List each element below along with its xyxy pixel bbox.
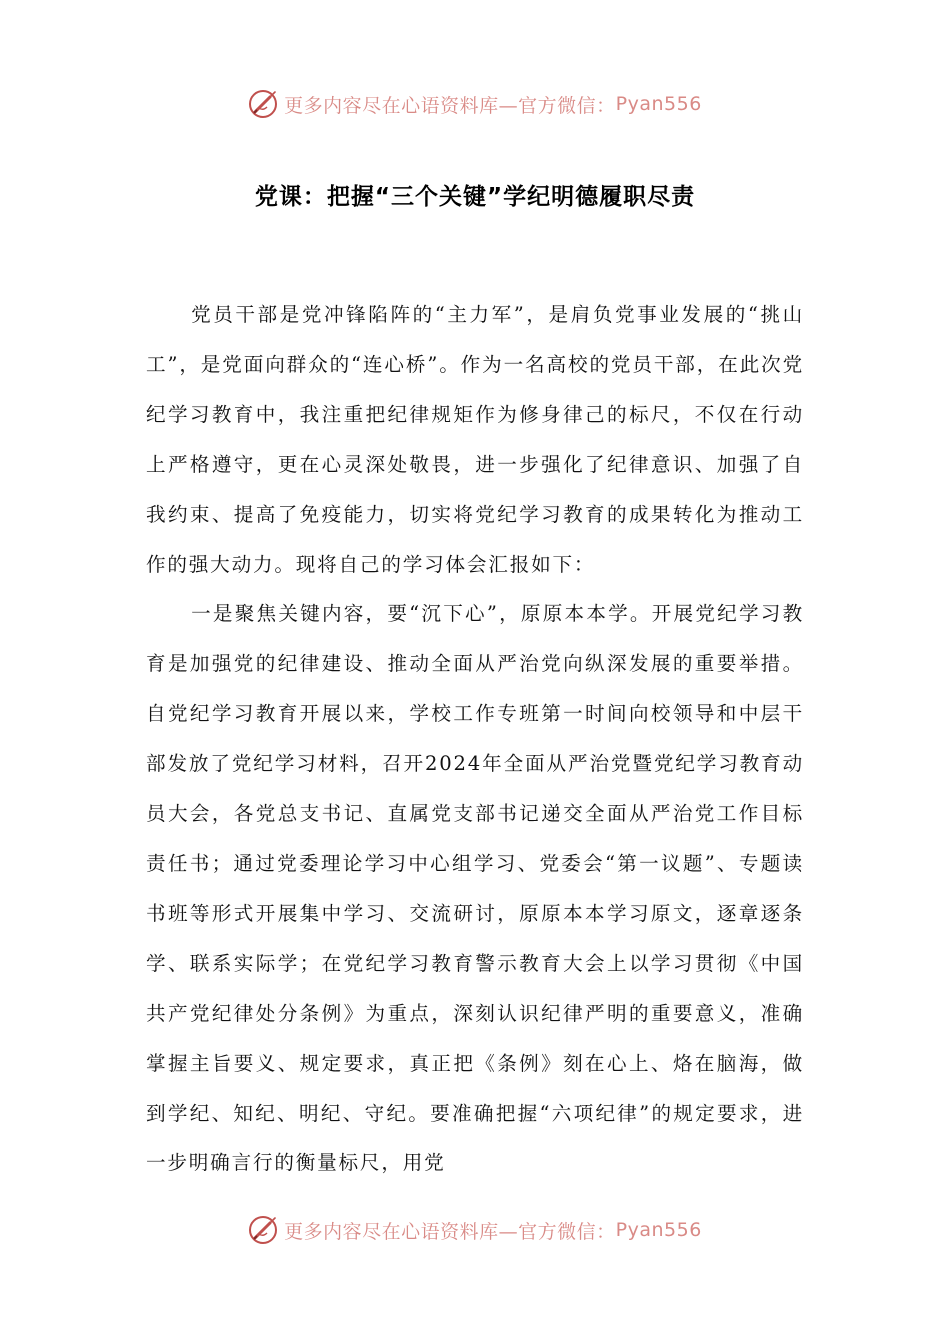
pen-circle-logo-icon [248,88,280,120]
watermark-wechat-id: Pyan556 [615,1219,702,1241]
watermark-text: 更多内容尽在心语资料库—官方微信： [284,94,616,117]
body-paragraph: 党员干部是党冲锋陷阵的“主力军”，是肩负党事业发展的“挑山工”，是党面向群众的“连心桥”。作为一名高校的党员干部，在此次党纪学习教育中，我注重把纪律规矩作为修身律己的标尺，不仅在行动上严格遵守，更在心灵深处敬畏，进一步强化了纪律意识、加强了自我约束、提高了免疫能力，切实将党纪学习教育的成果转化为推动工作的强大动力。现将自己的学习体会汇报如下： [146,303,804,576]
watermark-wechat-id: Pyan556 [615,93,702,115]
document-title: 党课：把握“三个关键”学纪明德履职尽责 [254,184,696,210]
header-watermark [0,84,950,124]
pen-circle-logo-icon [248,1214,280,1246]
body-paragraph: 一是聚焦关键内容，要“沉下心”，原原本本学。开展党纪学习教育是加强党的纪律建设、推动全面从严治党向纵深发展的重要举措。自党纪学习教育开展以来，学校工作专班第一时间向校领导和中层干部发放了党纪学习材料，召开2024年全面从严治党暨党纪学习教育动员大会，各党总支书记、直属党支部书记递交全面从严治党工作目标责任书；通过党委理论学习中心组学习、党委会“第一议题”、专题读书班等形式开展集中学习、交流研讨，原原本本学习原文，逐章逐条学、联系实际学；在党纪学习教育警示教育大会上以学习贯彻《中国共产党纪律处分条例》为重点，深刻认识纪律严明的重要意义，准确掌握主旨要义、规定要求，真正把《条例》刻在心上、烙在脑海，做到学纪、知纪、明纪、守纪。要准确把握“六项纪律”的规定要求，进一步明确言行的衡量标尺，用党 [146,602,804,1175]
footer-watermark [0,1210,950,1250]
document-body [146,290,804,1188]
watermark-text: 更多内容尽在心语资料库—官方微信： [284,1220,616,1243]
